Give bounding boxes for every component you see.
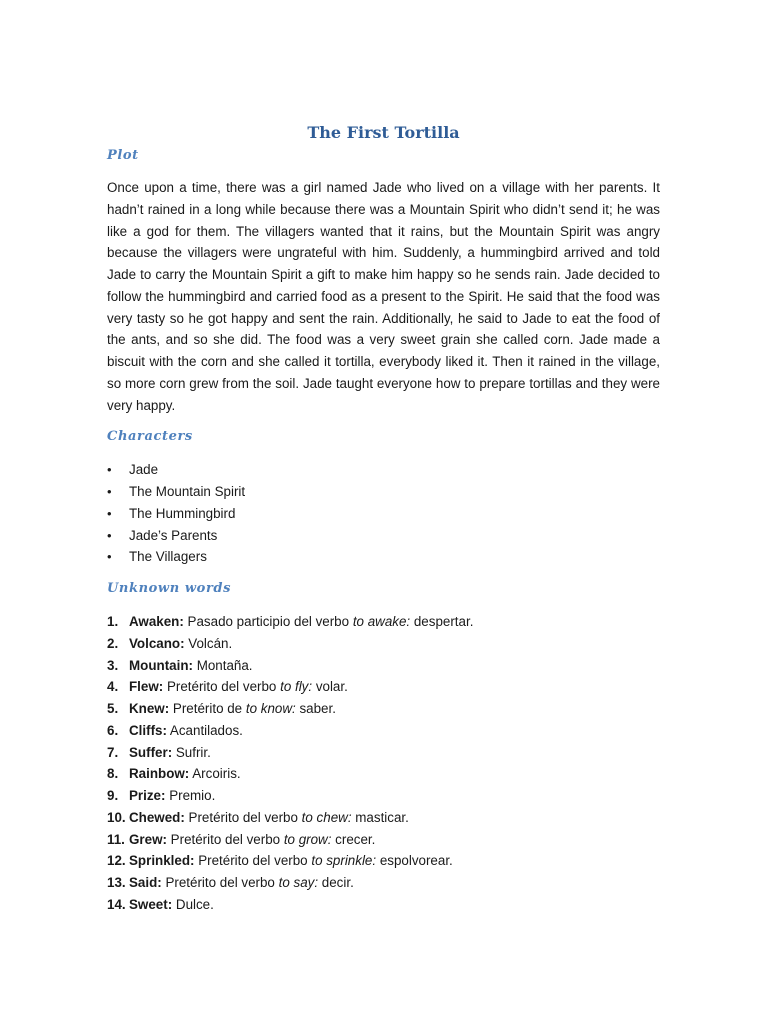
- word-verb: to chew:: [301, 809, 352, 825]
- document-title: The First Tortilla: [307, 123, 460, 142]
- word-term: Grew:: [129, 831, 167, 847]
- word-translation: saber.: [295, 701, 336, 716]
- word-translation: masticar.: [351, 809, 409, 825]
- word-term: Flew:: [129, 679, 164, 695]
- word-item: [107, 698, 660, 720]
- word-verb: to know:: [245, 701, 296, 716]
- word-number: 13.: [107, 875, 126, 890]
- word-item: [107, 807, 660, 829]
- word-term: Awaken:: [129, 614, 184, 629]
- word-item: [107, 785, 660, 807]
- word-verb: to grow:: [283, 831, 332, 847]
- word-definition: Sufrir.: [172, 744, 211, 760]
- word-definition: Volcán.: [184, 635, 233, 651]
- word-number: 10.: [107, 809, 126, 825]
- character-item: [107, 503, 660, 525]
- word-number: 1.: [107, 614, 119, 629]
- word-definition: Pretérito del verbo: [161, 875, 279, 890]
- word-definition: Montaña.: [192, 657, 253, 673]
- word-term: Sprinkled:: [129, 853, 195, 869]
- character-name: Jade’s Parents: [129, 527, 218, 543]
- word-translation: espolvorear.: [376, 853, 453, 869]
- word-item: [107, 894, 660, 916]
- word-term: Volcano:: [129, 635, 185, 651]
- character-item: [107, 459, 660, 481]
- word-verb: to sprinkle:: [311, 853, 377, 869]
- characters-list: [107, 459, 660, 568]
- word-verb: to fly:: [280, 679, 313, 695]
- word-term: Cliffs:: [129, 722, 167, 738]
- word-definition: Pretérito del verbo: [166, 831, 284, 847]
- word-translation: crecer.: [331, 831, 376, 847]
- word-item: [107, 633, 660, 655]
- word-translation: volar.: [312, 679, 348, 695]
- unknown-words-list: [107, 611, 660, 916]
- word-verb: to say:: [278, 875, 319, 890]
- bullet-icon: •: [107, 505, 112, 521]
- word-term: Knew:: [129, 701, 170, 716]
- word-item: [107, 829, 660, 851]
- bullet-icon: •: [107, 549, 112, 565]
- word-definition: Pretérito del verbo: [194, 853, 312, 869]
- word-definition: Dulce.: [172, 896, 214, 912]
- character-name: The Mountain Spirit: [129, 484, 246, 499]
- word-number: 4.: [107, 679, 119, 695]
- word-item: [107, 763, 660, 785]
- word-verb: to awake:: [352, 614, 411, 629]
- word-term: Mountain:: [129, 657, 193, 673]
- word-number: 8.: [107, 766, 119, 782]
- character-item: [107, 481, 660, 503]
- word-definition: Pretérito del verbo: [184, 809, 302, 825]
- characters-heading: Characters: [107, 429, 193, 445]
- character-name: The Villagers: [129, 549, 207, 565]
- plot-paragraph: Once upon a time, there was a girl named Jade who lived on a village with her parents. It hadn’t rained in a long while because there was a Mountain Spirit who didn’t send it; he was like a god for them. The villagers wanted that it rains, but the Mountain Spirit was angry because the villagers were ungrateful with him. Suddenly, a hummingbird arrived and told Jade to carry the Mountain Spirit a gift to make him happy so he sends rain. Jade decided to follow the hummingbird and carried food as a present to the Spirit. He said that the food was very tasty so he got happy and sent the rain. Additionally, he said to Jade to eat the food of the ants, and so she did. The food was a very sweet grain she called corn. Jade made a biscuit with the corn and she called it tortilla, everybody liked it. Then it rained in the village, so more corn grew from the soil. Jade taught everyone how to prepare tortillas and they were very happy.: [107, 180, 660, 413]
- word-number: 5.: [107, 701, 119, 716]
- word-term: Suffer:: [129, 744, 173, 760]
- bullet-icon: •: [107, 462, 112, 478]
- word-number: 9.: [107, 788, 119, 803]
- word-number: 2.: [107, 635, 119, 651]
- word-item: [107, 720, 660, 742]
- word-definition: Acantilados.: [166, 722, 243, 738]
- document-page: [107, 118, 660, 916]
- word-item: [107, 676, 660, 698]
- word-number: 7.: [107, 744, 119, 760]
- word-definition: Pretérito del verbo: [163, 679, 281, 695]
- plot-heading: Plot: [107, 148, 139, 163]
- word-item: [107, 872, 660, 894]
- word-number: 12.: [107, 853, 126, 869]
- unknown-words-heading: Unknown words: [107, 581, 232, 596]
- word-definition: Premio.: [165, 788, 216, 803]
- bullet-icon: •: [107, 527, 112, 543]
- word-item: [107, 655, 660, 677]
- word-term: Sweet:: [129, 896, 173, 912]
- word-item: [107, 742, 660, 764]
- character-name: The Hummingbird: [129, 505, 236, 521]
- word-number: 11.: [107, 831, 125, 847]
- word-term: Prize:: [129, 788, 166, 803]
- word-definition: Pasado participio del verbo: [183, 614, 353, 629]
- word-translation: decir.: [318, 875, 354, 890]
- word-definition: Pretérito de: [169, 701, 246, 716]
- word-item: [107, 611, 660, 633]
- word-definition: Arcoiris.: [189, 766, 241, 782]
- word-number: 14.: [107, 896, 126, 912]
- word-term: Rainbow:: [129, 766, 190, 782]
- word-translation: despertar.: [410, 614, 474, 629]
- bullet-icon: •: [107, 484, 112, 499]
- word-number: 3.: [107, 657, 119, 673]
- character-item: [107, 546, 660, 568]
- character-name: Jade: [129, 462, 159, 478]
- word-item: [107, 850, 660, 872]
- word-term: Said:: [129, 875, 162, 890]
- word-term: Chewed:: [129, 809, 185, 825]
- character-item: [107, 525, 660, 547]
- word-number: 6.: [107, 722, 119, 738]
